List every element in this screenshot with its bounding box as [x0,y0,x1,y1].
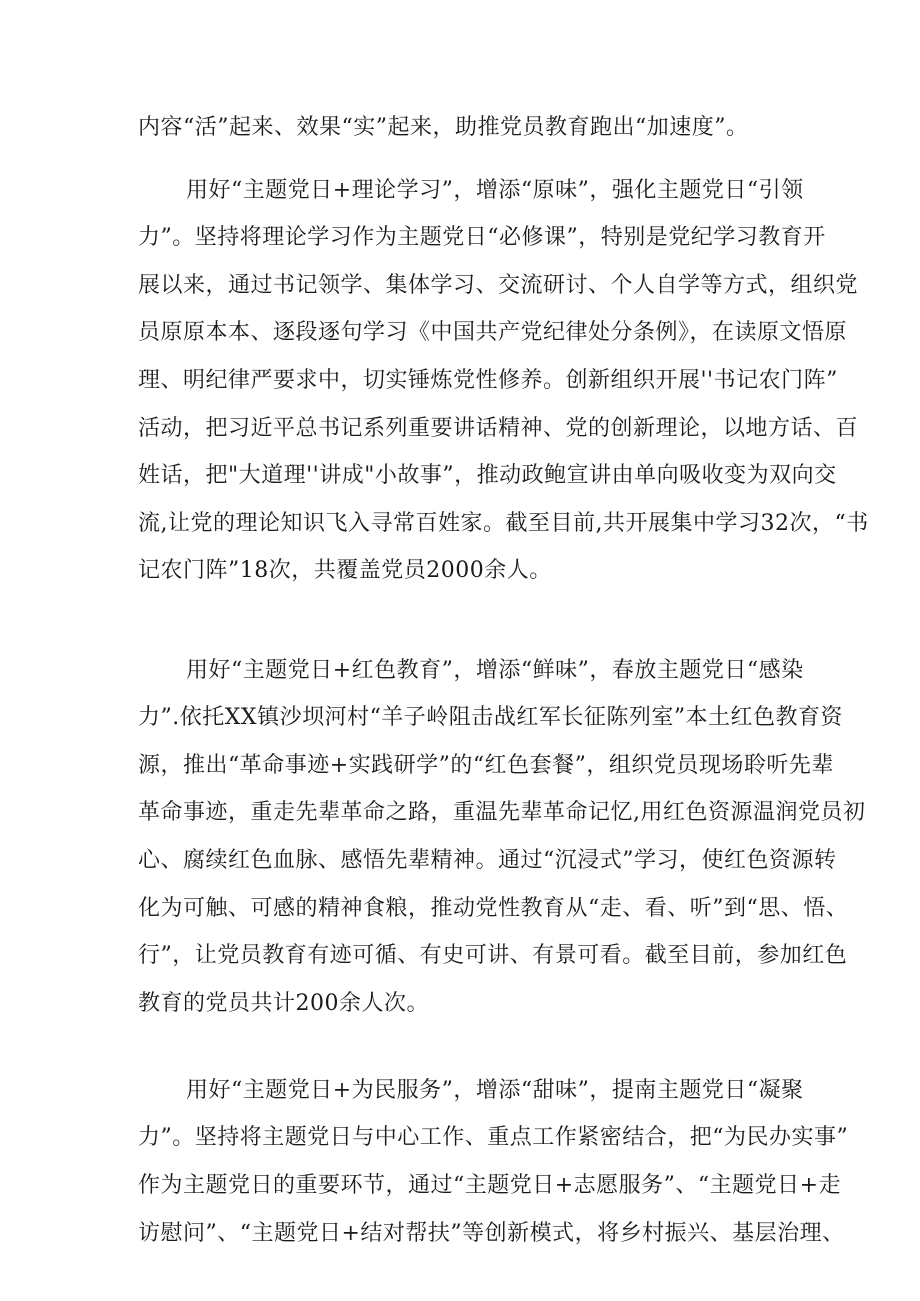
paragraph-line: 革命事迹，重走先辈革命之路，重温先辈革命记忆,用红色资源温润党员初 [138,800,866,825]
paragraph-line: 活动，把习近平总书记系列重要讲话精神、党的创新理论，以地方话、百 [138,416,859,441]
paragraph-line: 心、腐续红色血脉、感悟先辈精神。通过“沉浸式”学习，使红色资源转 [138,848,837,873]
paragraph-line: 力”.依托XX镇沙坝河村“羊子岭阻击战红军长征陈列室”本土红色教育资 [138,705,844,730]
paragraph-line: 源，推出“革命事迹+实践研学”的“红色套餐”，组织党员现场聆听先辈 [138,753,834,778]
paragraph-line: 力”。坚持将主题党日与中心工作、重点工作紧密结合，把“为民办实事” [138,1125,849,1150]
paragraph-line: 访慰问”、“主题党日+结对帮扶”等创新模式，将乡村振兴、基层治理、 [138,1221,845,1246]
paragraph-line: 作为主题党日的重要环节，通过“主题党日+志愿服务”、“主题党日+走 [138,1173,842,1198]
paragraph-line: 内容“活”起来、效果“实”起来，助推党员教育跑出“加速度”。 [138,115,749,140]
paragraph-line: 员原原本本、逐段逐句学习《中国共产党纪律处分条例》，在读原文悟原 [138,320,848,345]
paragraph-line: 记农门阵”18次，共覆盖党员2000余人。 [138,558,552,583]
paragraph-line: 教育的党员共计200余人次。 [138,991,429,1016]
paragraph-line: 理、明纪律严要求中，切实锤炼党性修养。创新组织开展''书记农门阵” [138,368,838,393]
paragraph-line: 用好“主题党日+为民服务”，增添“甜味”，提南主题党日“凝聚 [186,1078,804,1103]
paragraph-line: 用好“主题党日+理论学习”，增添“原味”，强化主题党日“引领 [186,178,804,203]
paragraph-line: 姓话，把"大道理''讲成"小故事”，推动政鲍宣讲由单向吸收变为双向交 [138,463,837,488]
paragraph-line: 行”，让党员教育有迹可循、有史可讲、有景可看。截至目前，参加红色 [138,943,848,968]
paragraph-line: 用好“主题党日+红色教育”，增添“鲜味”，春放主题党日“感染 [186,658,804,683]
paragraph-line: 展以来，通过书记领学、集体学习、交流研讨、个人自学等方式，组织党 [138,273,859,298]
paragraph-line: 力”。坚持将理论学习作为主题党日“必修课”，特别是党纪学习教育开 [138,225,826,250]
paragraph-line: 化为可触、可感的精神食粮，推动党性教育从“走、看、听”到“思、悟、 [138,896,849,921]
paragraph-line: 流,让党的理论知识飞入寻常百姓家。截至目前,共开展集中学习32次，“书 [138,511,869,536]
